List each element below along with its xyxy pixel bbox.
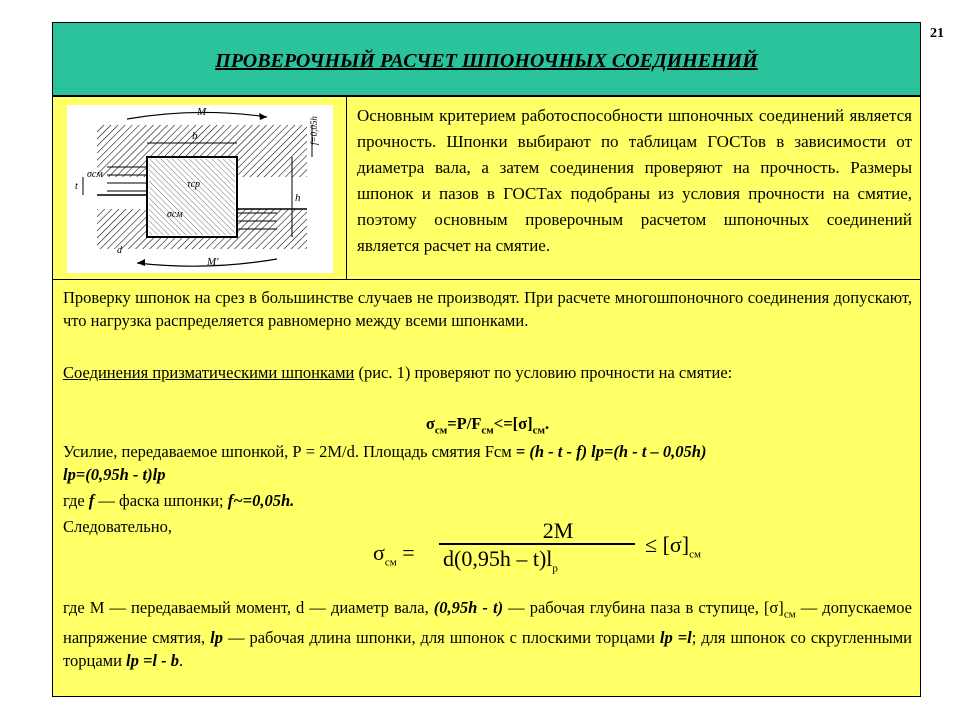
f2-numerator: 2M — [542, 518, 574, 543]
main-panel — [52, 279, 921, 697]
f1-sub2: см — [481, 424, 494, 437]
para-chamfer — [63, 489, 912, 512]
def-f: — рабочая длина шпонки, для шпонок с плоскими торцами — [223, 628, 660, 648]
title-banner — [52, 22, 921, 96]
label-d: d — [117, 245, 122, 256]
para-chamfer-c: f~=0,05h. — [227, 491, 295, 510]
def-sub: см — [783, 608, 796, 621]
f2-le-sub: см — [689, 548, 701, 561]
f2-denominator — [443, 546, 558, 574]
f1-end: . — [544, 414, 550, 433]
label-tau-cp: τср — [187, 179, 201, 190]
def-c: — рабочая глубина паза в ступице, [σ] — [503, 598, 784, 617]
para-chamfer-b: — фаска шпонки; — [94, 491, 228, 510]
f2-den: d(0,95h – t)l — [443, 546, 553, 571]
key-joint-drawing — [67, 105, 333, 273]
f2-sigma: σ — [373, 540, 385, 565]
para-chamfer-a: где — [63, 491, 89, 510]
f2-eq: = — [402, 540, 415, 565]
para-prismatic — [63, 361, 912, 384]
f1-sigma: σ — [425, 414, 435, 433]
f2-limit — [645, 532, 701, 560]
para-force-c: lp=(0,95h - t)lp — [63, 465, 166, 484]
para-definitions — [63, 596, 912, 672]
para-shear: Проверку шпонок на срез в большинстве случаев не производят. При расчете многошпоночного соединения допускают, что нагрузка распределяется равномерно между всеми шпонками. — [63, 288, 912, 330]
intro-text: Основным критерием работоспособности шпоночных соединений является прочность. Шпонки выбирают по таблицам ГОСТов в зависимости от диаметра вала, а затем соединения проверяют на прочность. Размеры шпонок и пазов в ГОСТах подобраны из условия прочности на смятие, поэтому основным проверочным расчетом шпоночных соединений является расчет на смятие. — [357, 106, 912, 255]
def-d: — допускаемое напряжение смятия, — [63, 598, 912, 648]
prismatic-link: Соединения призматическими шпонками — [63, 363, 355, 382]
formula-crush — [63, 412, 912, 442]
def-h: ; для шпонок со скругленными торцами — [63, 628, 912, 671]
def-j: . — [179, 651, 184, 671]
f2-fraction-bar — [439, 543, 635, 545]
def-g: lp =l — [659, 628, 692, 648]
def-e: lp — [210, 628, 223, 648]
para-prismatic-rest: (рис. 1) проверяют по условию прочности на смятие: — [354, 363, 733, 382]
f2-le: ≤ [σ] — [645, 532, 690, 557]
label-sigma-cm-2: σсм — [167, 209, 183, 220]
f2-sub: см — [384, 556, 397, 569]
label-sigma-cm: σсм — [87, 169, 103, 180]
page-title: ПРОВЕРОЧНЫЙ РАСЧЕТ ШПОНОЧНЫХ СОЕДИНЕНИЙ — [215, 50, 758, 72]
label-M: M — [197, 106, 207, 118]
intro-panel — [347, 96, 921, 280]
para-force — [63, 440, 912, 486]
f1-le: <=[σ] — [493, 414, 533, 433]
label-t: t — [75, 181, 78, 192]
f2-den-sub: p — [552, 562, 558, 575]
figure-panel — [52, 96, 347, 280]
para-therefore: Следовательно, — [63, 517, 172, 536]
def-b: (0,95h - t) — [433, 598, 504, 617]
f1-sub1: см — [434, 424, 448, 437]
para-chamfer-f: f — [88, 491, 95, 510]
label-M-prime: M' — [207, 256, 219, 268]
para-force-a: Усилие, передаваемое шпонкой, Р = 2M/d. Площадь смятия Fсм — [63, 442, 516, 461]
label-h: h — [295, 192, 301, 204]
slide-number: 21 — [930, 26, 944, 41]
label-f: f=0,05h — [309, 116, 319, 145]
para-force-b: = (h - t - f) lp=(h - t – 0,05h) — [515, 442, 707, 461]
label-b: b — [192, 130, 198, 142]
def-i: lp =l - b — [126, 651, 179, 671]
f1-sub3: см — [532, 424, 545, 437]
f1-eq: =P/F — [447, 414, 482, 433]
def-a: где M — передаваемый момент, d — диаметр вала, — [63, 598, 434, 617]
key-joint-figure — [67, 105, 333, 273]
key-hatch — [149, 159, 235, 235]
